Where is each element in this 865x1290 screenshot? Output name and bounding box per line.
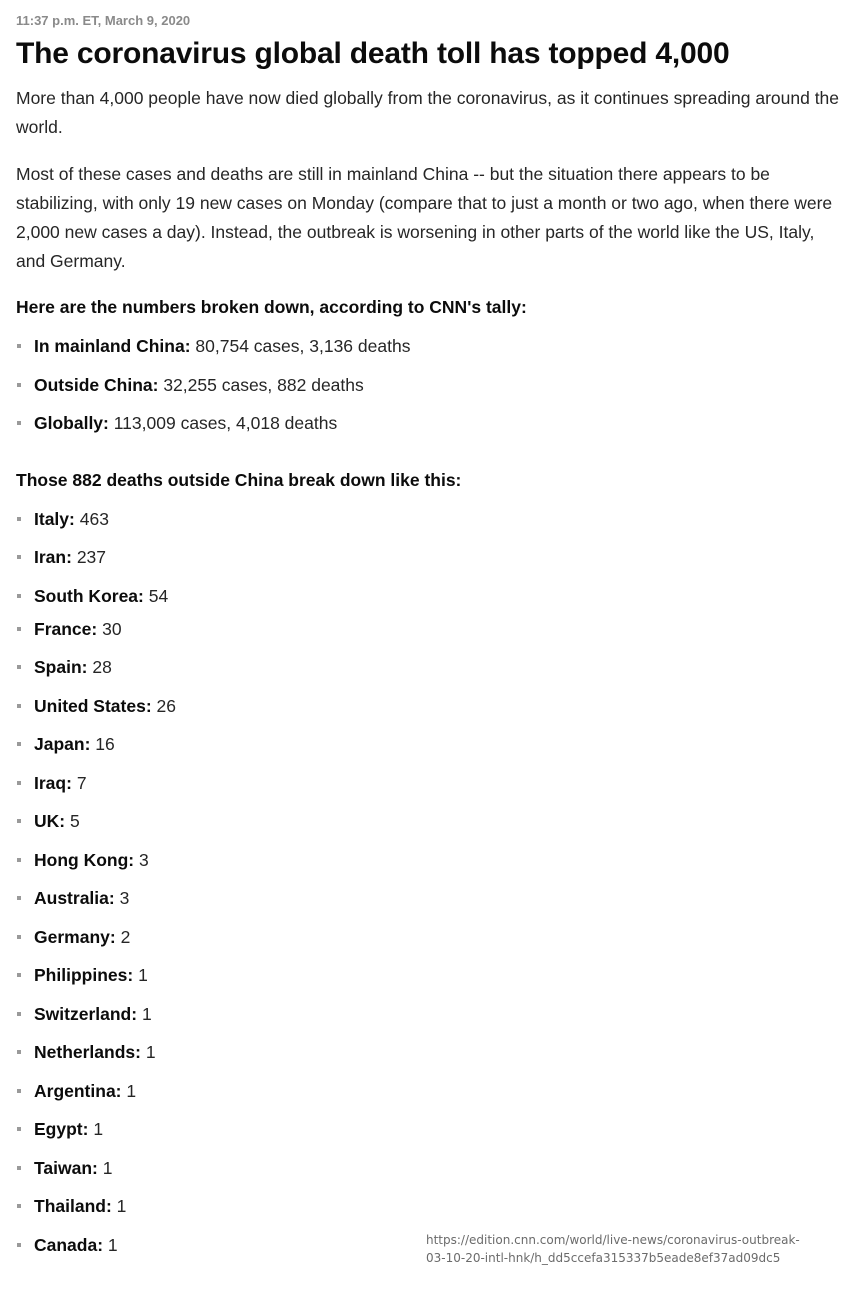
countries-heading: Those 882 deaths outside China break down like this: [16, 469, 462, 490]
bullet-icon [17, 896, 21, 900]
intro-paragraph: More than 4,000 people have now died globally from the coronavirus, as it continues spreading around the world. [16, 88, 840, 137]
item-value: 1 [107, 1234, 118, 1255]
item-value: 1 [126, 1080, 137, 1101]
list-item [16, 1193, 846, 1232]
item-label: Philippines: [34, 965, 134, 985]
list-item [16, 885, 846, 924]
item-value: 28 [92, 657, 112, 677]
item-label: United States: [34, 695, 152, 716]
list-item [16, 847, 846, 886]
list-item [16, 583, 846, 616]
source-url-line: 03-10-20-intl-hnk/h_dd5ccefa315337b5eade8ef37ad09dc5 [426, 1251, 781, 1265]
bullet-icon [17, 1166, 21, 1170]
item-value: 7 [76, 772, 87, 793]
bullet-icon [17, 627, 21, 631]
post-timestamp: 11:37 p.m. ET, March 9, 2020 [16, 13, 191, 28]
bullet-icon [17, 594, 21, 598]
list-item [16, 1039, 846, 1078]
item-label: Netherlands: [34, 1042, 141, 1062]
item-label: In mainland China: [34, 336, 191, 356]
item-value: 3 [119, 888, 130, 908]
bullet-icon [17, 819, 21, 823]
item-label: Japan: [34, 734, 91, 754]
list-item [16, 808, 846, 847]
item-value: 463 [79, 508, 109, 529]
list-item [16, 924, 846, 963]
item-label: Iraq: [34, 772, 72, 793]
item-label: Globally: [34, 413, 109, 433]
item-value: 2 [120, 926, 131, 947]
list-item [16, 770, 846, 809]
list-item [16, 410, 846, 449]
item-label: Argentina: [34, 1080, 122, 1101]
headline: The coronavirus global death toll has topped 4,000 [16, 37, 730, 70]
item-value: 80,754 cases, 3,136 deaths [195, 336, 411, 356]
bullet-icon [17, 973, 21, 977]
bullet-icon [17, 742, 21, 746]
item-label: Egypt: [34, 1119, 89, 1139]
bullet-icon [17, 665, 21, 669]
item-label: South Korea: [34, 585, 144, 606]
item-label: Spain: [34, 657, 88, 677]
countries-list [16, 506, 846, 1271]
list-item [16, 1001, 846, 1040]
item-value: 3 [138, 849, 149, 870]
bullet-icon [17, 935, 21, 939]
list-item [16, 654, 846, 693]
bullet-icon [17, 383, 21, 387]
bullet-icon [17, 1089, 21, 1093]
article [16, 12, 846, 1270]
item-label: Hong Kong: [34, 849, 135, 870]
item-label: Italy: [34, 508, 75, 529]
item-label: Australia: [34, 888, 115, 908]
bullet-icon [17, 517, 21, 521]
bullet-icon [17, 1012, 21, 1016]
item-value: 237 [76, 547, 107, 567]
bullet-icon [17, 858, 21, 862]
item-value: 1 [116, 1196, 127, 1216]
list-item [16, 333, 846, 372]
bullet-icon [17, 555, 21, 559]
bullet-icon [17, 421, 21, 425]
item-label: Switzerland: [34, 1003, 138, 1024]
bullet-icon [17, 1204, 21, 1208]
list-item [16, 616, 846, 655]
source-url-line: https://edition.cnn.com/world/live-news/coronavirus-outbreak- [426, 1233, 800, 1247]
list-item [16, 1116, 846, 1155]
list-item [16, 693, 846, 732]
list-item [16, 1078, 846, 1117]
item-label: UK: [34, 811, 66, 831]
item-value: 1 [102, 1157, 113, 1178]
list-item [16, 962, 846, 1001]
item-label: Thailand: [34, 1196, 112, 1216]
context-paragraph: Most of these cases and deaths are still in mainland China -- but the situation there appears to be stabilizing, with only 19 new cases on Monday (compare that to just a month or two ago, when there were 2,000 new cases a day). Instead, the outbreak is worsening in other parts of the world like the US, Italy, and Germany. [16, 164, 833, 271]
item-label: Germany: [34, 926, 116, 947]
item-value: 1 [141, 1003, 152, 1024]
item-value: 30 [102, 618, 122, 639]
list-item [16, 731, 846, 770]
bullet-icon [17, 781, 21, 785]
item-label: France: [34, 618, 98, 639]
item-value: 32,255 cases, 882 deaths [163, 374, 364, 395]
item-label: Iran: [34, 547, 72, 567]
item-label: Taiwan: [34, 1157, 98, 1178]
numbers-heading: Here are the numbers broken down, according to CNN's tally: [16, 297, 527, 317]
item-value: 26 [156, 695, 176, 716]
list-item [16, 506, 846, 545]
item-value: 113,009 cases, 4,018 deaths [113, 413, 338, 433]
item-label: Outside China: [34, 374, 159, 395]
item-value: 5 [69, 811, 80, 831]
bullet-icon [17, 1243, 21, 1247]
bullet-icon [17, 1127, 21, 1131]
list-item [16, 544, 846, 583]
item-value: 1 [93, 1119, 104, 1139]
item-value: 1 [138, 965, 148, 985]
item-value: 54 [148, 585, 169, 606]
item-label: Canada: [34, 1234, 104, 1255]
list-item [16, 372, 846, 411]
source-url [426, 1231, 856, 1267]
bullet-icon [17, 704, 21, 708]
bullet-icon [17, 1050, 21, 1054]
bullet-icon [17, 344, 21, 348]
numbers-list [16, 333, 846, 449]
item-value: 16 [95, 734, 115, 754]
list-item [16, 1155, 846, 1194]
item-value: 1 [145, 1042, 156, 1062]
